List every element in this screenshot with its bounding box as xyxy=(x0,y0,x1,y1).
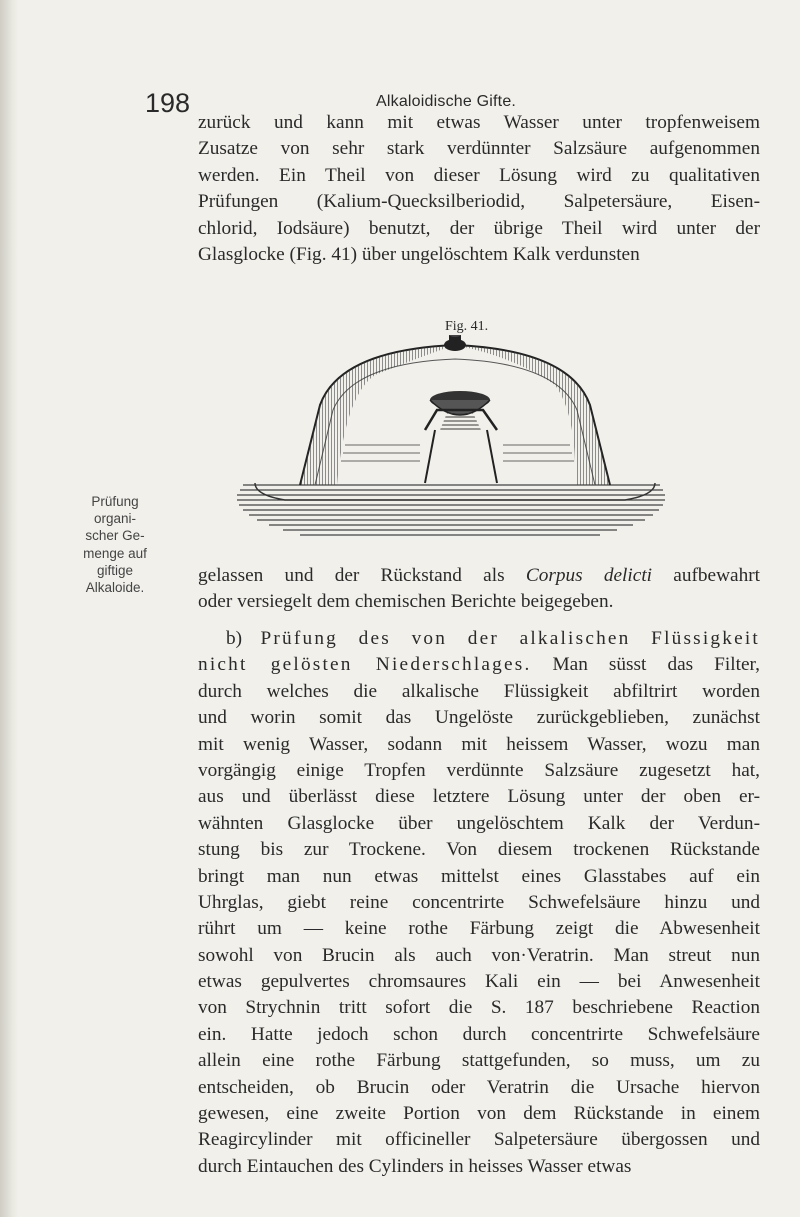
text-line: durch welches die alkalische Flüssigkeit abfiltrirt worden xyxy=(198,680,760,702)
running-title: Alkaloidische Gifte. xyxy=(376,93,517,110)
bell-jar-figure xyxy=(225,335,680,553)
margin-note-line: organi- xyxy=(93,511,137,527)
text-line: rührt um — keine rothe Färbung zeigt die Abwesenheit xyxy=(198,918,760,940)
margin-note-line: Alkaloide. xyxy=(85,580,145,596)
text-line: und worin somit das Ungelöste zurückgeblieben, zunächst xyxy=(198,707,760,729)
text-run: b) xyxy=(226,628,261,649)
text-run: Man süsst das Filter, xyxy=(531,654,761,676)
text-line: sowohl von Brucin als auch von·Veratrin. Man streut nun xyxy=(198,944,760,966)
text-line xyxy=(198,652,760,678)
base-plate xyxy=(237,485,665,535)
section-heading: Prüfung des von der alkalischen Flüssigkeit xyxy=(260,628,760,649)
margin-note-line: Prüfung xyxy=(91,494,139,509)
text-line: wähnten Glasglocke über ungelöschtem Kalk der Verdun- xyxy=(198,812,760,834)
text-line: vorgängig einige Tropfen verdünnte Salzsäure zugesetzt hat, xyxy=(198,759,760,781)
corpus-delicti-term: Corpus delicti xyxy=(525,565,653,586)
bell-jar-knob xyxy=(444,335,466,351)
text-run: aufbewahrt xyxy=(673,565,760,586)
text-line: allein eine rothe Färbung stattgefunden, so muss, um zu xyxy=(198,1050,760,1072)
evaporating-dish xyxy=(425,391,497,430)
text-line: entscheiden, ob Brucin oder Veratrin die Ursache hiervon xyxy=(198,1076,760,1098)
text-line: Glasglocke (Fig. 41) über ungelöschtem Kalk verdunsten xyxy=(198,243,640,265)
text-line: aus und überlässt diese letztere Lösung unter der oben er- xyxy=(198,786,760,808)
text-line: Prüfungen (Kalium-Quecksilberiodid, Salpetersäure, Eisen- xyxy=(198,191,760,213)
text-line: Reagircylinder mit officineller Salpetersäure übergossen und xyxy=(198,1129,760,1151)
bell-jar-illustration xyxy=(225,335,680,553)
text-line: stung bis zur Trockene. Von diesem trockenen Rückstande xyxy=(198,839,760,861)
text-line: oder versiegelt dem chemischen Berichte beigegeben. xyxy=(198,591,614,613)
text-line: etwas gepulvertes chromsaures Kali ein — bei Anwesenheit xyxy=(198,971,760,993)
paragraph-3 xyxy=(198,626,760,1180)
text-line: werden. Ein Theil von dieser Lösung wird zu qualitativen xyxy=(198,164,760,186)
text-line: gewesen, eine zweite Portion von dem Rückstande in einem xyxy=(198,1103,760,1125)
text-run: gelassen und der Rückstand als xyxy=(198,565,505,586)
section-heading: nicht gelösten Niederschlages. xyxy=(198,654,532,676)
page-number: 198 xyxy=(145,88,191,118)
margin-note-line: scher Ge- xyxy=(85,528,145,544)
text-line: bringt man nun etwas mittelst eines Glasstabes auf ein xyxy=(198,865,760,887)
text-line: Uhrglas, giebt reine concentrirte Schwefelsäure hinzu und xyxy=(198,891,760,913)
text-line: von Strychnin tritt sofort die S. 187 beschriebene Reaction xyxy=(198,997,760,1019)
text-line: mit wenig Wasser, sodann mit heissem Wasser, wozu man xyxy=(198,733,760,755)
text-line: ein. Hatte jedoch schon durch concentrirte Schwefelsäure xyxy=(198,1023,760,1045)
text-line xyxy=(198,563,760,589)
margin-note xyxy=(30,493,200,596)
paragraph-2 xyxy=(198,563,760,616)
text-line: chlorid, Iodsäure) benutzt, der übrige Theil wird unter der xyxy=(198,217,760,239)
text-line: zurück und kann mit etwas Wasser unter tropfenweisem xyxy=(198,112,760,133)
text-line: Zusatze von sehr stark verdünnter Salzsäure aufgenommen xyxy=(198,138,760,160)
book-binding-edge xyxy=(0,0,18,1217)
text-line xyxy=(198,626,760,652)
margin-note-line: menge auf xyxy=(83,545,147,561)
text-line: durch Eintauchen des Cylinders in heisses Wasser etwas xyxy=(198,1155,632,1177)
margin-note-line: giftige xyxy=(96,562,134,578)
figure-label: Fig. 41. xyxy=(445,319,489,334)
paragraph-1 xyxy=(198,110,760,268)
